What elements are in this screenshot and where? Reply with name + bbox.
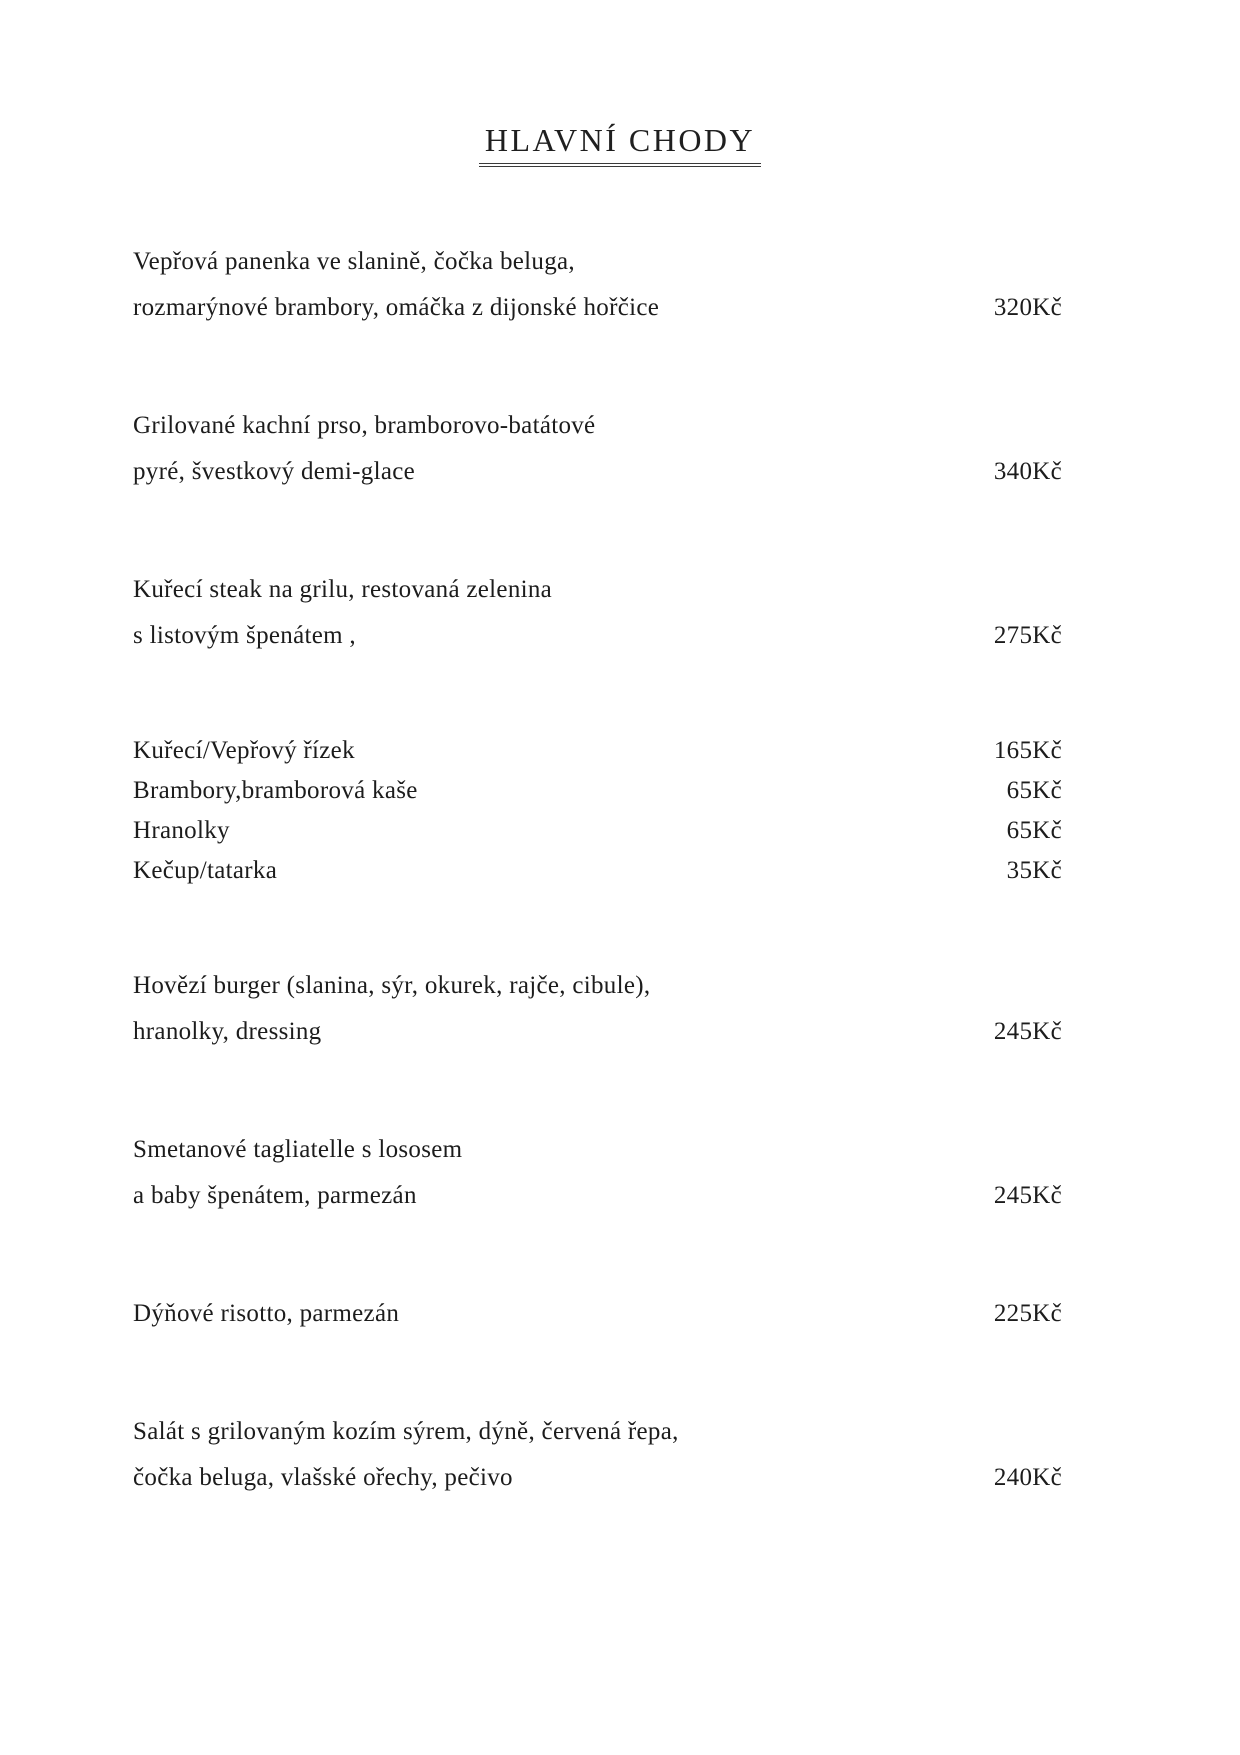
- dish-text: rozmarýnové brambory, omáčka z dijonské hořčice: [133, 294, 660, 321]
- menu-item-row: [133, 1409, 1062, 1455]
- menu-item: [133, 963, 1062, 1055]
- menu-item-row: [133, 567, 1062, 613]
- menu-item-row: [133, 1173, 1062, 1219]
- menu-item-row: [133, 1009, 1062, 1055]
- dish-price: 65Kč: [1006, 777, 1062, 804]
- dish-text: hranolky, dressing: [133, 1018, 322, 1045]
- dish-price: 240Kč: [993, 1464, 1062, 1491]
- menu-item: [133, 1127, 1062, 1219]
- dish-text: Dýňové risotto, parmezán: [133, 1300, 400, 1327]
- menu-item-row: [133, 403, 1062, 449]
- menu-item-row: [133, 1455, 1062, 1501]
- menu-item: [133, 1291, 1062, 1337]
- menu-content: [0, 167, 1240, 1501]
- menu-item-row: [133, 285, 1062, 331]
- menu-item: [133, 239, 1062, 331]
- menu-item-row: [133, 771, 1062, 811]
- menu-item: [133, 403, 1062, 495]
- dish-text: Kečup/tatarka: [133, 857, 278, 884]
- dish-price: 340Kč: [993, 458, 1062, 485]
- menu-item-row: [133, 613, 1062, 659]
- dish-price: 35Kč: [1006, 857, 1062, 884]
- dish-text: a baby špenátem, parmezán: [133, 1182, 417, 1209]
- dish-text: Brambory,bramborová kaše: [133, 777, 418, 804]
- dish-text: Hranolky: [133, 817, 230, 844]
- menu-item-row: [133, 239, 1062, 285]
- menu-item-row: [133, 1291, 1062, 1337]
- dish-price: 165Kč: [993, 737, 1062, 764]
- dish-text: Kuřecí steak na grilu, restovaná zelenina: [133, 576, 553, 603]
- dish-text: Grilované kachní prso, bramborovo-batátové: [133, 412, 596, 439]
- dish-price: 245Kč: [993, 1182, 1062, 1209]
- dish-price: 275Kč: [993, 622, 1062, 649]
- dish-price: 320Kč: [993, 294, 1062, 321]
- menu-item-row: [133, 851, 1062, 891]
- menu-item-row: [133, 811, 1062, 851]
- dish-text: Salát s grilovaným kozím sýrem, dýně, červená řepa,: [133, 1418, 679, 1445]
- page-title: HLAVNÍ CHODY: [479, 122, 761, 167]
- dish-price: 65Kč: [1006, 817, 1062, 844]
- dish-text: Hovězí burger (slanina, sýr, okurek, rajče, cibule),: [133, 972, 651, 999]
- dish-text: Kuřecí/Vepřový řízek: [133, 737, 355, 764]
- menu-item: [133, 567, 1062, 659]
- dish-text: čočka beluga, vlašské ořechy, pečivo: [133, 1464, 513, 1491]
- dish-text: s listovým špenátem ,: [133, 622, 356, 649]
- menu-item-row: [133, 449, 1062, 495]
- dish-price: 245Kč: [993, 1018, 1062, 1045]
- title-section: [0, 0, 1240, 167]
- menu-item-row: [133, 731, 1062, 771]
- dish-text: pyré, švestkový demi-glace: [133, 458, 416, 485]
- menu-item: [133, 1409, 1062, 1501]
- dish-text: Smetanové tagliatelle s lososem: [133, 1136, 463, 1163]
- dish-text: Vepřová panenka ve slanině, čočka beluga,: [133, 248, 575, 275]
- dish-price: 225Kč: [993, 1300, 1062, 1327]
- menu-item-row: [133, 963, 1062, 1009]
- menu-item: [133, 731, 1062, 891]
- menu-item-row: [133, 1127, 1062, 1173]
